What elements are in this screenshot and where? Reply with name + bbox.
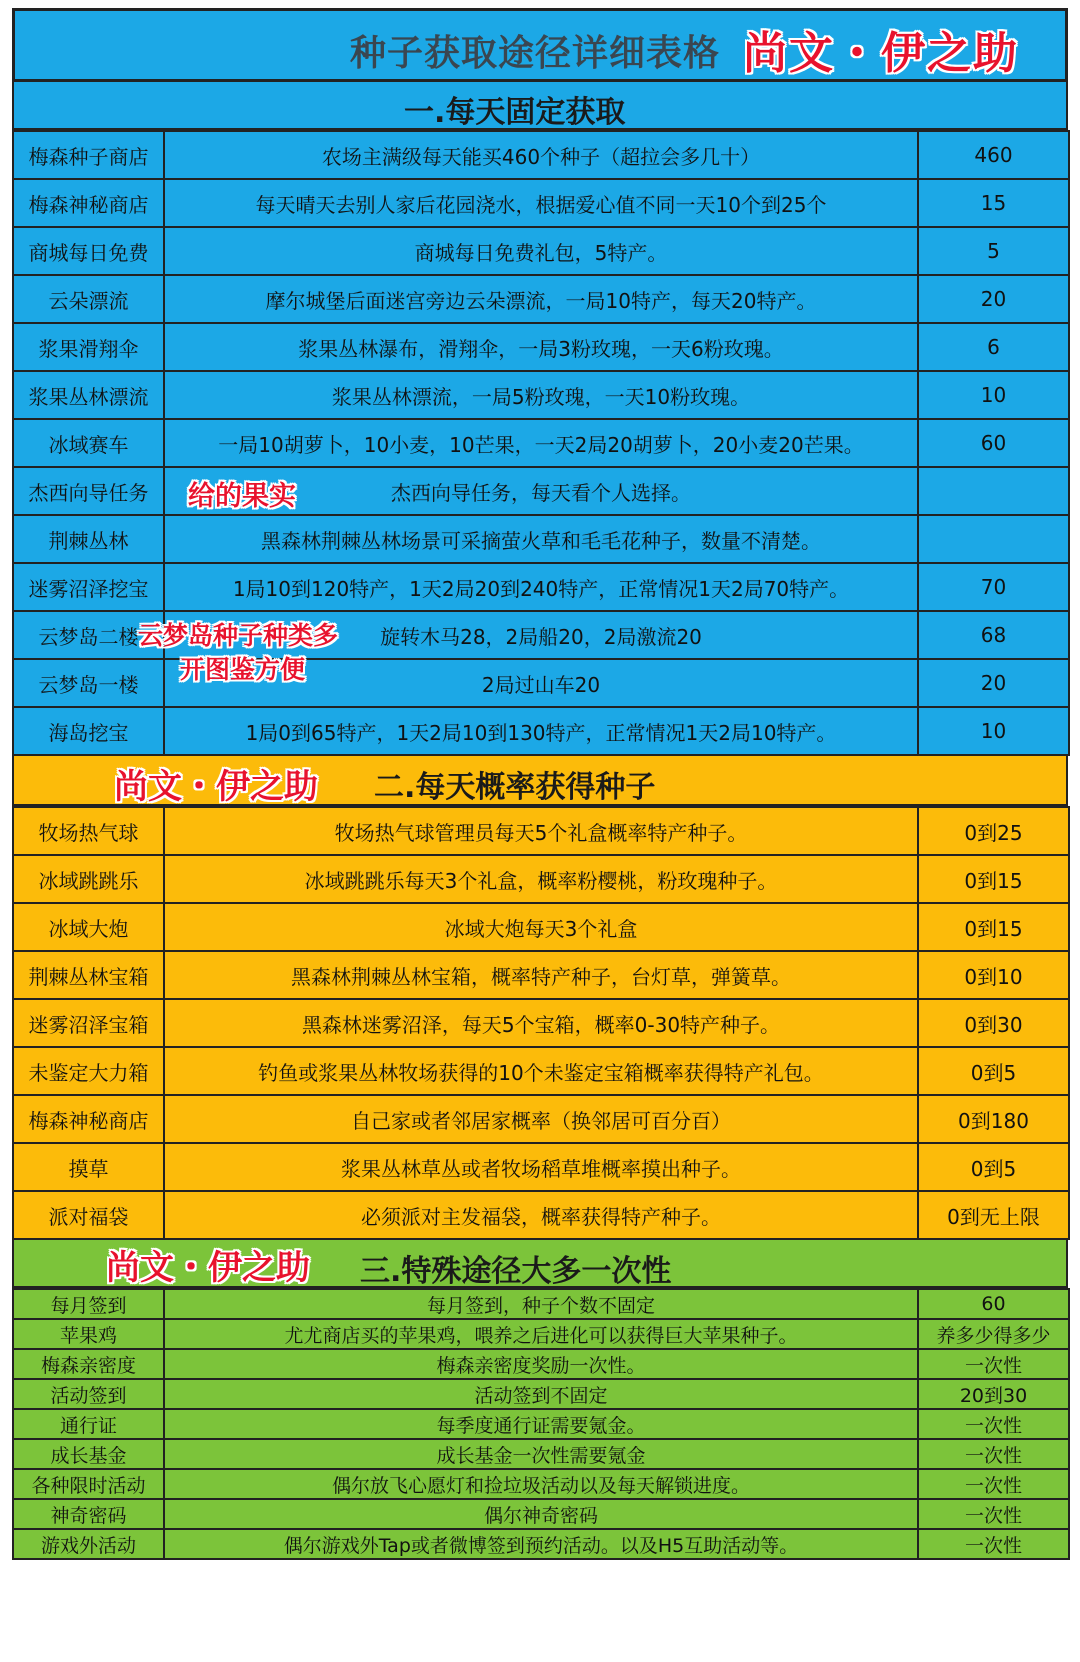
table-row bbox=[13, 179, 1069, 227]
description-cell: 商城每日免费礼包，5特产。 bbox=[164, 227, 918, 275]
table-row bbox=[13, 1047, 1069, 1095]
daily-fixed-table bbox=[12, 130, 1070, 756]
description-cell: 必须派对主发福袋，概率获得特产种子。 bbox=[164, 1191, 918, 1239]
amount-cell: 6 bbox=[918, 323, 1069, 371]
source-cell: 牧场热气球 bbox=[13, 807, 164, 855]
source-cell: 云梦岛一楼 bbox=[13, 659, 164, 707]
table-row bbox=[13, 707, 1069, 755]
section-special-header bbox=[12, 1240, 1068, 1288]
amount-cell: 10 bbox=[918, 371, 1069, 419]
daily-chance-rows bbox=[13, 807, 1069, 1239]
source-cell: 海岛挖宝 bbox=[13, 707, 164, 755]
amount-cell: 0到25 bbox=[918, 807, 1069, 855]
source-cell: 派对福袋 bbox=[13, 1191, 164, 1239]
description-cell: 杰西向导任务，每天看个人选择。 bbox=[164, 467, 918, 515]
source-cell: 云朵漂流 bbox=[13, 275, 164, 323]
seed-table-sheet bbox=[12, 8, 1068, 1560]
table-row bbox=[13, 1095, 1069, 1143]
source-cell: 商城每日免费 bbox=[13, 227, 164, 275]
description-cell: 摩尔城堡后面迷宫旁边云朵漂流，一局10特产，每天20特产。 bbox=[164, 275, 918, 323]
description-cell: 黑森林迷雾沼泽，每天5个宝箱，概率0-30特产种子。 bbox=[164, 999, 918, 1047]
description-cell: 偶尔放飞心愿灯和捡垃圾活动以及每天解锁进度。 bbox=[164, 1469, 918, 1499]
title-brand-watermark: 尚文・伊之助 bbox=[743, 28, 1019, 79]
table-row bbox=[13, 131, 1069, 179]
description-cell: 2局过山车20 bbox=[164, 659, 918, 707]
source-cell: 未鉴定大力箱 bbox=[13, 1047, 164, 1095]
amount-cell: 一次性 bbox=[918, 1499, 1069, 1529]
source-cell: 梅森亲密度 bbox=[13, 1349, 164, 1379]
source-cell: 云梦岛二楼 bbox=[13, 611, 164, 659]
amount-cell: 15 bbox=[918, 179, 1069, 227]
daily-fixed-rows bbox=[13, 131, 1069, 755]
amount-cell bbox=[918, 515, 1069, 563]
description-cell: 钓鱼或浆果丛林牧场获得的10个未鉴定宝箱概率获得特产礼包。 bbox=[164, 1047, 918, 1095]
table-row bbox=[13, 1143, 1069, 1191]
amount-cell: 0到无上限 bbox=[918, 1191, 1069, 1239]
table-row bbox=[13, 1469, 1069, 1499]
table-row bbox=[13, 1319, 1069, 1349]
table-row bbox=[13, 1289, 1069, 1319]
description-cell: 偶尔神奇密码 bbox=[164, 1499, 918, 1529]
description-cell: 1局10到120特产，1天2局20到240特产，正常情况1天2局70特产。 bbox=[164, 563, 918, 611]
special-table bbox=[12, 1288, 1070, 1560]
description-cell: 冰域跳跳乐每天3个礼盒，概率粉樱桃，粉玫瑰种子。 bbox=[164, 855, 918, 903]
description-cell: 偶尔游戏外Tap或者微博签到预约活动。以及H5互助活动等。 bbox=[164, 1529, 918, 1559]
description-cell: 一局10胡萝卜，10小麦，10芒果，一天2局20胡萝卜，20小麦20芒果。 bbox=[164, 419, 918, 467]
amount-cell: 一次性 bbox=[918, 1349, 1069, 1379]
source-cell: 活动签到 bbox=[13, 1379, 164, 1409]
source-cell: 浆果丛林漂流 bbox=[13, 371, 164, 419]
table-row bbox=[13, 855, 1069, 903]
source-cell: 迷雾沼泽挖宝 bbox=[13, 563, 164, 611]
table-row bbox=[13, 1439, 1069, 1469]
amount-cell: 60 bbox=[918, 419, 1069, 467]
source-cell: 荆棘丛林宝箱 bbox=[13, 951, 164, 999]
amount-cell: 一次性 bbox=[918, 1409, 1069, 1439]
table-row bbox=[13, 999, 1069, 1047]
table-row bbox=[13, 951, 1069, 999]
description-cell: 农场主满级每天能买460个种子（超拉会多几十） bbox=[164, 131, 918, 179]
source-cell: 冰域大炮 bbox=[13, 903, 164, 951]
source-cell: 游戏外活动 bbox=[13, 1529, 164, 1559]
source-cell: 通行证 bbox=[13, 1409, 164, 1439]
table-row bbox=[13, 1529, 1069, 1559]
amount-cell: 68 bbox=[918, 611, 1069, 659]
amount-cell: 0到15 bbox=[918, 903, 1069, 951]
description-cell: 浆果丛林草丛或者牧场稻草堆概率摸出种子。 bbox=[164, 1143, 918, 1191]
source-cell: 冰域赛车 bbox=[13, 419, 164, 467]
amount-cell: 0到180 bbox=[918, 1095, 1069, 1143]
amount-cell: 460 bbox=[918, 131, 1069, 179]
source-cell: 摸草 bbox=[13, 1143, 164, 1191]
table-row bbox=[13, 563, 1069, 611]
source-cell: 迷雾沼泽宝箱 bbox=[13, 999, 164, 1047]
amount-cell: 一次性 bbox=[918, 1469, 1069, 1499]
section-daily-chance-header bbox=[12, 756, 1068, 806]
description-cell: 每月签到，种子个数不固定 bbox=[164, 1289, 918, 1319]
source-cell: 荆棘丛林 bbox=[13, 515, 164, 563]
amount-cell: 一次性 bbox=[918, 1529, 1069, 1559]
table-row bbox=[13, 419, 1069, 467]
source-cell: 各种限时活动 bbox=[13, 1469, 164, 1499]
source-cell: 苹果鸡 bbox=[13, 1319, 164, 1349]
source-cell: 每月签到 bbox=[13, 1289, 164, 1319]
description-cell: 黑森林荆棘丛林宝箱，概率特产种子，台灯草，弹簧草。 bbox=[164, 951, 918, 999]
daily-chance-table bbox=[12, 806, 1070, 1240]
section-brand-watermark: 尚文・伊之助 bbox=[106, 1248, 310, 1288]
amount-cell: 0到10 bbox=[918, 951, 1069, 999]
description-cell: 黑森林荆棘丛林场景可采摘萤火草和毛毛花种子，数量不清楚。 bbox=[164, 515, 918, 563]
description-cell: 自己家或者邻居家概率（换邻居可百分百） bbox=[164, 1095, 918, 1143]
source-cell: 神奇密码 bbox=[13, 1499, 164, 1529]
amount-cell: 一次性 bbox=[918, 1439, 1069, 1469]
section-daily-fixed-header bbox=[12, 82, 1068, 130]
table-row bbox=[13, 227, 1069, 275]
amount-cell: 70 bbox=[918, 563, 1069, 611]
section-daily-fixed-title: 一.每天固定获取 bbox=[404, 95, 626, 130]
amount-cell: 10 bbox=[918, 707, 1069, 755]
amount-cell: 0到5 bbox=[918, 1047, 1069, 1095]
amount-cell: 60 bbox=[918, 1289, 1069, 1319]
fruit-note-annotation: 给的果实 bbox=[188, 481, 296, 512]
amount-cell: 20 bbox=[918, 659, 1069, 707]
amount-cell: 20 bbox=[918, 275, 1069, 323]
description-cell: 旋转木马28，2局船20，2局激流20 bbox=[164, 611, 918, 659]
table-row bbox=[13, 371, 1069, 419]
description-cell: 牧场热气球管理员每天5个礼盒概率特产种子。 bbox=[164, 807, 918, 855]
source-cell: 梅森种子商店 bbox=[13, 131, 164, 179]
description-cell: 尤尤商店买的苹果鸡，喂养之后进化可以获得巨大苹果种子。 bbox=[164, 1319, 918, 1349]
island-note-annotation-line2: 开图鉴方便 bbox=[180, 655, 306, 684]
section-daily-chance-title: 二.每天概率获得种子 bbox=[374, 770, 656, 805]
table-row bbox=[13, 903, 1069, 951]
table-row bbox=[13, 275, 1069, 323]
section-brand-watermark: 尚文・伊之助 bbox=[114, 767, 318, 807]
amount-cell: 0到15 bbox=[918, 855, 1069, 903]
amount-cell: 养多少得多少 bbox=[918, 1319, 1069, 1349]
description-cell: 浆果丛林瀑布，滑翔伞，一局3粉玫瑰，一天6粉玫瑰。 bbox=[164, 323, 918, 371]
description-cell: 梅森亲密度奖励一次性。 bbox=[164, 1349, 918, 1379]
table-row bbox=[13, 1499, 1069, 1529]
description-cell: 浆果丛林漂流，一局5粉玫瑰，一天10粉玫瑰。 bbox=[164, 371, 918, 419]
source-cell: 杰西向导任务 bbox=[13, 467, 164, 515]
section-special-title: 三.特殊途径大多一次性 bbox=[360, 1254, 672, 1289]
table-row bbox=[13, 515, 1069, 563]
table-row bbox=[13, 807, 1069, 855]
table-row bbox=[13, 1379, 1069, 1409]
amount-cell: 0到30 bbox=[918, 999, 1069, 1047]
source-cell: 冰域跳跳乐 bbox=[13, 855, 164, 903]
source-cell: 梅森神秘商店 bbox=[13, 1095, 164, 1143]
description-cell: 活动签到不固定 bbox=[164, 1379, 918, 1409]
table-row bbox=[13, 1349, 1069, 1379]
island-note-annotation-line1: 云梦岛种子种类多 bbox=[138, 621, 339, 650]
special-rows bbox=[13, 1289, 1069, 1559]
description-cell: 1局0到65特产，1天2局10到130特产，正常情况1天2局10特产。 bbox=[164, 707, 918, 755]
source-cell: 成长基金 bbox=[13, 1439, 164, 1469]
page-title: 种子获取途径详细表格 bbox=[350, 33, 721, 74]
amount-cell bbox=[918, 467, 1069, 515]
description-cell: 冰域大炮每天3个礼盒 bbox=[164, 903, 918, 951]
table-row bbox=[13, 323, 1069, 371]
table-row bbox=[13, 467, 1069, 515]
table-row bbox=[13, 659, 1069, 707]
description-cell: 成长基金一次性需要氪金 bbox=[164, 1439, 918, 1469]
description-cell: 每天晴天去别人家后花园浇水，根据爱心值不同一天10个到25个 bbox=[164, 179, 918, 227]
amount-cell: 0到5 bbox=[918, 1143, 1069, 1191]
title-bar bbox=[12, 8, 1068, 82]
source-cell: 梅森神秘商店 bbox=[13, 179, 164, 227]
description-cell: 每季度通行证需要氪金。 bbox=[164, 1409, 918, 1439]
table-row bbox=[13, 1191, 1069, 1239]
amount-cell: 5 bbox=[918, 227, 1069, 275]
table-row bbox=[13, 1409, 1069, 1439]
amount-cell: 20到30 bbox=[918, 1379, 1069, 1409]
source-cell: 浆果滑翔伞 bbox=[13, 323, 164, 371]
